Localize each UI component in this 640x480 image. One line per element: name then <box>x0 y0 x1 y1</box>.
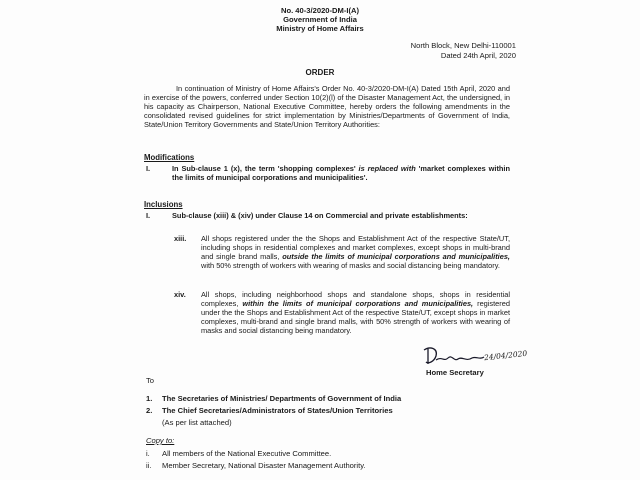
copy-1-number: i. <box>146 449 150 458</box>
recipient-2: The Chief Secretaries/Administrators of States/Union Territories <box>162 406 393 415</box>
inclusions-heading: Inclusions <box>144 200 183 209</box>
signatory-designation: Home Secretary <box>426 368 484 377</box>
office-location: North Block, New Delhi-110001 <box>410 41 516 50</box>
clause-xiv-text-a: All shops, including neighborhood shops and standalone shops, shops in residential complexes, <box>201 290 510 309</box>
clause-xiii-text-b: outside the limits of municipal corporations and municipalities, <box>282 252 510 262</box>
modification-text-c: 'market complexes within the limits of municipal corporations and municipalities'. <box>172 164 511 183</box>
government-name: Government of India <box>283 15 357 24</box>
recipient-1-number: 1. <box>146 394 153 403</box>
modifications-heading: Modifications <box>144 153 195 162</box>
recipient-2-note: (As per list attached) <box>162 418 232 427</box>
to-label: To <box>146 376 155 385</box>
order-date: Dated 24th April, 2020 <box>440 51 516 60</box>
inclusion-number: I. <box>146 211 151 220</box>
clause-xiv-text-b: within the limits of municipal corporations and municipalities, <box>242 299 474 309</box>
order-title: ORDER <box>305 68 335 77</box>
ministry-name: Ministry of Home Affairs <box>276 24 364 33</box>
copy-to-label: Copy to: <box>146 436 175 445</box>
clause-xiii-text-c: with 50% strength of workers with wearing of masks and social distancing being mandatory. <box>201 261 500 271</box>
modification-number: I. <box>146 164 151 173</box>
copy-2-number: ii. <box>146 461 152 470</box>
intro-paragraph: In continuation of Ministry of Home Affairs's Order No. 40-3/2020-DM-I(A) Dated 15th April, 2020 and in exercise of the powers, conferred under Section 10(2)(l) of the Disaster Management Act, the undersigned, in his capacity as Chairperson, National Executive Committee, hereby orders the following amendments in the consolidated revised guidelines for strict implementation by Ministries/Departments of Government of India, State/Union Territory Governments and State/Union Territory Authorities: <box>144 84 510 130</box>
modification-text-a: In Sub-clause 1 (x), the term 'shopping complexes' <box>172 164 356 173</box>
clause-xiii-number: xiii. <box>174 234 187 243</box>
inclusion-text: Sub-clause (xiii) & (xiv) under Clause 14 on Commercial and private establishments: <box>172 211 468 220</box>
clause-xiii-text-a: All shops registered under the the Shops and Establishment Act of the respective State/UT, including shops in residential complexes and market complexes, except shops in multi-brand and single brand malls, <box>201 234 510 262</box>
recipient-2-number: 2. <box>146 406 153 415</box>
modification-text <box>172 164 510 182</box>
clause-xiii-text <box>201 234 510 270</box>
clause-xiv-text <box>201 290 510 335</box>
order-number: No. 40-3/2020-DM-I(A) <box>280 6 360 15</box>
clause-xiv-text-c: registered under the the Shops and Establishment Act of the respective State/UT, except shops in market complexes, multi-brand and single brand malls, with 50% strength of workers with wearing of masks and social distancing being mandatory. <box>201 299 510 336</box>
signature-date: 24/04/2020 <box>483 348 528 363</box>
recipient-1: The Secretaries of Ministries/ Departments of Government of India <box>162 394 402 403</box>
copy-2: Member Secretary, National Disaster Management Authority. <box>162 461 366 470</box>
copy-1: All members of the National Executive Committee. <box>162 449 332 458</box>
clause-xiv-number: xiv. <box>174 290 186 299</box>
modification-text-b: is replaced with <box>358 164 416 173</box>
